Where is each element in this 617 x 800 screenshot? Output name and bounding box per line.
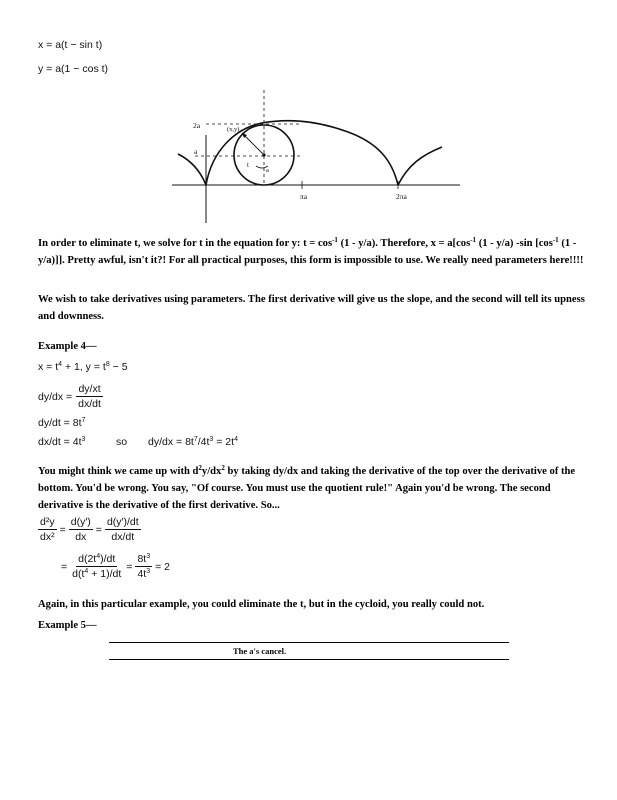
- dydx-formula: dy/dx = $\frac{dy/xt}{dx/dt}$: [38, 383, 101, 410]
- example-4-given: $x = t^4 + 1$, $y = t^8 - 5$: [38, 361, 128, 373]
- dydx-result: $dy/dx = 8t^7/4t^3 = 2t^4$: [148, 436, 238, 448]
- table-cell: The a's cancel.: [233, 646, 287, 656]
- label-center-a: a: [266, 167, 269, 174]
- example-5-heading: Example 5—: [38, 620, 97, 631]
- cycloid-right-tail: [398, 147, 442, 185]
- label-t: t: [247, 161, 249, 169]
- example-4-heading: Example 4—: [38, 341, 97, 352]
- label-point: (x,y): [227, 126, 240, 133]
- label-2a: 2a: [193, 121, 201, 130]
- y-parametric-equation: y = a(1 − cos t): [38, 63, 109, 75]
- paragraph-derivatives: We wish to take derivatives using parameters. The first derivative will give us the slope, and the second will tell its upness and downness.: [38, 294, 585, 322]
- cycloid-figure: [0, 0, 617, 230]
- paragraph-eliminate-t: In order to eliminate t, we solve for t in the equation for y: $t = \cos^{-1} (1 - y/a)$. Therefore, $x = a[\cos^{-1}$ (1 - y/a) -sin [$\cos^{-1}$ (1 - y/a)]]. Pretty awful, isn't it?! For all practical purposes, this form is impossible to use. We really need parameters here!!!!: [38, 236, 584, 266]
- label-a: a: [194, 147, 198, 156]
- dydt-equation: $dy/dt = 8t^7$: [38, 417, 86, 429]
- example-5-table: [109, 642, 509, 660]
- dydx-denominator: dx/dt: [78, 398, 101, 410]
- second-derivative-line-1: $\frac{\text{d²y}}{\text{dx²}}$ = $\frac{d(y')}{dx}$ = $\frac{d(y')/dt}{dx/dt}$: [40, 516, 139, 543]
- dydx-numerator: dy/xt: [78, 383, 101, 395]
- second-derivative-line-2: = $\frac{d(2t^4)/dt}{d(t^4 + 1)/dt}$ = $\frac{8t^3}{4t^3}$ = 2: [61, 553, 170, 580]
- cycloid-left-tail: [178, 154, 206, 185]
- paragraph-cycloid-note: Again, in this particular example, you could eliminate the t, but in the cycloid, you really could not.: [38, 599, 485, 610]
- dxdt-equation: $dx/dt = 4t^3$: [38, 436, 86, 448]
- x-parametric-equation: x = a(t − sin t): [38, 39, 103, 51]
- label-2pi-a: 2πa: [396, 192, 407, 201]
- so-word: so: [116, 436, 128, 448]
- paragraph-second-derivative: You might think we came up with $d^2y/dx^2$ by taking dy/dx and taking the derivative of the top over the derivative of the bottom. You'd be wrong. You say, "Of course. You must use the quotient rule!" Again you'd be wrong. The second derivative is the derivative of the first derivative. So...: [38, 464, 576, 511]
- label-pi-a: πa: [300, 192, 308, 201]
